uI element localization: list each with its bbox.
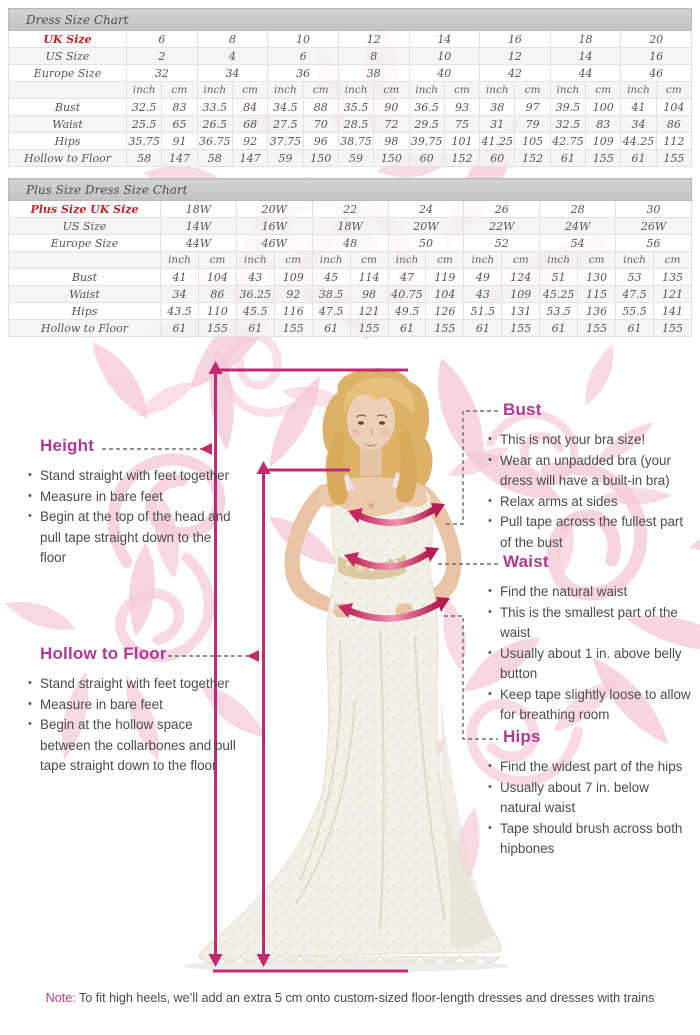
size-value: 24W: [540, 218, 616, 235]
measure-value: 43.5: [161, 303, 199, 320]
measure-value: 141: [653, 303, 691, 320]
section-bullets: [27, 674, 240, 777]
bullet-item: • Stand straight with feet together: [27, 674, 240, 695]
measure-value: 36.25: [236, 286, 274, 303]
unit-label: inch: [236, 252, 274, 269]
bullet-item: • Usually about 7 in. below natural waist: [487, 778, 691, 819]
row-label: Hollow to Floor: [9, 150, 127, 167]
measure-value: 121: [350, 303, 388, 320]
measure-value: 38.75: [340, 134, 372, 148]
measure-value: 39.75: [410, 134, 443, 148]
bullet-item: • Keep tape slightly loose to allow for breathing room: [487, 685, 691, 726]
measure-row: [9, 269, 692, 286]
measure-value: 155: [656, 150, 691, 167]
size-value: 16: [621, 48, 692, 65]
measure-value: 49.5: [388, 303, 426, 320]
measure-value: 34: [621, 116, 656, 133]
measure-value: 119: [426, 269, 464, 286]
measure-value: 92: [274, 286, 312, 303]
measure-value: 93: [444, 99, 479, 116]
measure-value: 135: [653, 269, 691, 286]
size-value: 8: [197, 31, 268, 48]
row-label: Hollow to Floor: [9, 320, 161, 337]
size-value: 46: [621, 65, 692, 82]
measure-value: 152: [515, 150, 550, 167]
measure-value: 53.5: [540, 303, 578, 320]
size-value: 14W: [161, 218, 237, 235]
size-value: 54: [540, 235, 616, 252]
bullet-item: • Stand straight with feet together: [27, 466, 236, 487]
measure-value: 43: [464, 286, 502, 303]
bullet-item: • Wear an unpadded bra (your dress will have a built-in bra): [487, 451, 691, 492]
measure-value: 97: [515, 99, 550, 116]
measure-value: 70: [303, 116, 338, 133]
bullet-item: • Begin at the hollow space between the collarbones and pull tape straight down to the floor: [27, 715, 240, 777]
bullet-item: • Relax arms at sides: [487, 492, 691, 513]
measure-value: 36.5: [409, 99, 444, 116]
chart-title: Plus Size Dress Size Chart: [9, 179, 692, 201]
unit-label: cm: [350, 252, 388, 269]
hollow-to-floor-section: [40, 644, 240, 777]
size-value: 16: [480, 31, 551, 48]
units-row: [9, 252, 692, 269]
size-value: 22: [312, 201, 388, 218]
size-value: 26: [464, 201, 540, 218]
measure-value: 61: [236, 320, 274, 337]
section-title: Hips: [503, 727, 541, 746]
measure-row: [9, 116, 692, 133]
row-label: Waist: [9, 286, 161, 303]
size-value: 42: [480, 65, 551, 82]
measure-value: 44.25: [622, 134, 655, 148]
measure-value: 88: [303, 99, 338, 116]
unit-label: cm: [502, 252, 540, 269]
measure-value: 60: [409, 150, 444, 167]
size-value: 20W: [388, 218, 464, 235]
measure-value: 45.5: [236, 303, 274, 320]
measure-value: 39.5: [550, 99, 585, 116]
measure-value: 27.5: [268, 116, 303, 133]
measure-value: 105: [515, 133, 550, 150]
measure-value: 150: [303, 150, 338, 167]
row-label: Plus Size UK Size: [9, 201, 161, 218]
size-value: 26W: [616, 218, 692, 235]
size-value: 6: [268, 48, 339, 65]
measure-value: 92: [232, 133, 267, 150]
section-title: Waist: [503, 552, 549, 571]
waist-measure-arrow: [356, 554, 427, 567]
measure-value: 61: [161, 320, 199, 337]
unit-label: inch: [197, 82, 232, 99]
measure-value: 29.5: [409, 116, 444, 133]
chart-title-row: [9, 9, 692, 31]
unit-label: cm: [515, 82, 550, 99]
size-value: 50: [388, 235, 464, 252]
measure-value: 32.5: [127, 99, 162, 116]
unit-label: cm: [162, 82, 197, 99]
section-bullets: [487, 582, 691, 726]
section-bullets: [487, 430, 691, 553]
unit-label: inch: [388, 252, 426, 269]
measure-value: 155: [586, 150, 621, 167]
measure-value: 109: [586, 133, 621, 150]
measure-row: [9, 150, 692, 167]
row-label: UK Size: [9, 31, 127, 48]
measure-value: 53: [616, 269, 654, 286]
bust-section: [500, 400, 699, 553]
unit-label: cm: [653, 252, 691, 269]
section-bullets: [487, 757, 691, 860]
measure-value: 121: [653, 286, 691, 303]
measure-value: 49: [464, 269, 502, 286]
size-value: 38: [338, 65, 409, 82]
measure-value: 155: [274, 320, 312, 337]
bullet-item: • Pull tape across the fullest part of the bust: [487, 512, 691, 553]
size-value: 2: [127, 48, 198, 65]
unit-label: cm: [303, 82, 338, 99]
measure-value: 61: [388, 320, 426, 337]
size-value: 44W: [161, 235, 237, 252]
size-value: 12: [338, 31, 409, 48]
measure-value: 61: [540, 320, 578, 337]
measure-value: 47.5: [616, 286, 654, 303]
unit-label: inch: [409, 82, 444, 99]
size-row: [9, 235, 692, 252]
size-value: 8: [338, 48, 409, 65]
measure-value: 86: [656, 116, 691, 133]
section-title: Height: [40, 436, 95, 455]
size-value: 22W: [464, 218, 540, 235]
measure-value: 61: [616, 320, 654, 337]
size-row: [9, 65, 692, 82]
row-label: US Size: [9, 218, 161, 235]
measure-value: 155: [198, 320, 236, 337]
unit-label: cm: [374, 82, 409, 99]
measure-value: 32.5: [550, 116, 585, 133]
row-label: Europe Size: [9, 65, 127, 82]
measure-value: 155: [502, 320, 540, 337]
unit-label: inch: [540, 252, 578, 269]
measure-value: 115: [578, 286, 616, 303]
row-label: Europe Size: [9, 235, 161, 252]
chart-title-row: [9, 179, 692, 201]
measure-value: 55.5: [616, 303, 654, 320]
hollow-to-floor-measure-line: [262, 470, 350, 962]
section-bullets: [27, 466, 236, 569]
measure-value: 72: [374, 116, 409, 133]
unit-label: inch: [480, 82, 515, 99]
measure-value: 43: [236, 269, 274, 286]
measure-row: [9, 303, 692, 320]
size-row: [9, 31, 692, 48]
unit-label: cm: [444, 82, 479, 99]
waist-section: [500, 552, 699, 726]
measure-value: 26.5: [197, 116, 232, 133]
measure-value: 104: [198, 269, 236, 286]
unit-label: cm: [274, 252, 312, 269]
hips-section: [500, 727, 699, 860]
size-value: 4: [197, 48, 268, 65]
measure-value: 61: [312, 320, 350, 337]
unit-label: cm: [656, 82, 691, 99]
unit-label: cm: [586, 82, 621, 99]
measure-value: 41: [621, 99, 656, 116]
row-label: Hips: [9, 303, 161, 320]
bullet-item: • This is the smallest part of the waist: [487, 603, 691, 644]
measure-value: 45.25: [540, 286, 578, 303]
height-section: [40, 436, 236, 569]
unit-label: inch: [338, 82, 373, 99]
unit-label: inch: [312, 252, 350, 269]
size-value: 36: [268, 65, 339, 82]
measure-row: [9, 320, 692, 337]
plus-size-chart-table: [8, 178, 692, 337]
size-value: 40: [409, 65, 480, 82]
bullet-item: • Find the widest part of the hips: [487, 757, 691, 778]
measure-value: 147: [162, 150, 197, 167]
row-label: Waist: [9, 116, 127, 133]
measure-value: 59: [338, 150, 373, 167]
measure-value: 41.25: [481, 134, 514, 148]
measure-value: 35.75: [128, 134, 160, 148]
size-value: 18W: [161, 201, 237, 218]
measure-value: 45: [312, 269, 350, 286]
size-value: 6: [127, 31, 198, 48]
height-measure-line: [213, 370, 408, 971]
bullet-item: • Begin at the top of the head and pull tape straight down to the floor: [27, 507, 236, 569]
measure-value: 25.5: [127, 116, 162, 133]
measure-value: 35.5: [338, 99, 373, 116]
measure-value: 98: [374, 133, 409, 150]
size-row: [9, 201, 692, 218]
bullet-item: • This is not your bra size!: [487, 430, 691, 451]
section-title: Bust: [503, 400, 542, 419]
measure-value: 34: [161, 286, 199, 303]
unit-label: cm: [198, 252, 236, 269]
measure-value: 58: [127, 150, 162, 167]
unit-label: cm: [426, 252, 464, 269]
measure-value: 112: [656, 133, 691, 150]
bullet-item: • Tape should brush across both hipbones: [487, 819, 691, 860]
measure-value: 155: [350, 320, 388, 337]
measure-value: 40.75: [388, 286, 426, 303]
measure-value: 33.5: [197, 99, 232, 116]
row-label: Bust: [9, 99, 127, 116]
measure-value: 83: [586, 116, 621, 133]
chart-title: Dress Size Chart: [9, 9, 692, 31]
row-label: [9, 252, 161, 269]
size-value: 10: [268, 31, 339, 48]
size-value: 30: [616, 201, 692, 218]
measure-value: 126: [426, 303, 464, 320]
size-value: 28: [540, 201, 616, 218]
measure-value: 83: [162, 99, 197, 116]
unit-label: inch: [550, 82, 585, 99]
size-row: [9, 48, 692, 65]
measure-value: 51.5: [464, 303, 502, 320]
size-value: 14: [409, 31, 480, 48]
bullet-item: • Measure in bare feet: [27, 695, 240, 716]
measure-value: 79: [515, 116, 550, 133]
unit-label: inch: [616, 252, 654, 269]
dress-size-chart-table: [8, 8, 692, 167]
measure-value: 155: [426, 320, 464, 337]
measure-row: [9, 99, 692, 116]
note-text: To fit high heels, we’ll add an extra 5 cm onto custom-sized floor-length dresses and dresses with trains: [75, 991, 655, 1005]
size-row: [9, 218, 692, 235]
measure-value: 31: [480, 116, 515, 133]
measure-value: 61: [550, 150, 585, 167]
size-value: 16W: [236, 218, 312, 235]
measure-value: 38.5: [312, 286, 350, 303]
measure-value: 152: [444, 150, 479, 167]
unit-label: inch: [127, 82, 162, 99]
measure-value: 124: [502, 269, 540, 286]
size-value: 48: [312, 235, 388, 252]
size-value: 18W: [312, 218, 388, 235]
size-value: 32: [127, 65, 198, 82]
measure-value: 47: [388, 269, 426, 286]
unit-label: inch: [464, 252, 502, 269]
size-value: 20W: [236, 201, 312, 218]
measure-value: 136: [578, 303, 616, 320]
unit-label: inch: [161, 252, 199, 269]
measure-value: 38: [480, 99, 515, 116]
bullet-item: • Find the natural waist: [487, 582, 691, 603]
measure-value: 58: [197, 150, 232, 167]
size-value: 52: [464, 235, 540, 252]
measure-value: 114: [350, 269, 388, 286]
size-value: 14: [550, 48, 621, 65]
measure-value: 101: [444, 133, 479, 150]
measure-value: 37.75: [269, 134, 302, 148]
measure-value: 68: [232, 116, 267, 133]
measure-value: 36.75: [199, 134, 231, 148]
measure-value: 59: [268, 150, 303, 167]
measure-value: 34.5: [268, 99, 303, 116]
measure-value: 75: [444, 116, 479, 133]
measure-value: 47.5: [312, 303, 350, 320]
hips-measure-arrow: [350, 604, 438, 619]
measure-value: 91: [162, 133, 197, 150]
unit-label: cm: [232, 82, 267, 99]
measure-value: 60: [480, 150, 515, 167]
size-value: 20: [621, 31, 692, 48]
measure-value: 147: [232, 150, 267, 167]
measure-row: [9, 133, 692, 150]
measure-value: 155: [653, 320, 691, 337]
measure-value: 109: [274, 269, 312, 286]
unit-label: inch: [621, 82, 656, 99]
measure-value: 61: [464, 320, 502, 337]
measure-value: 155: [578, 320, 616, 337]
measure-value: 109: [502, 286, 540, 303]
measure-value: 110: [198, 303, 236, 320]
measure-value: 130: [578, 269, 616, 286]
row-label: Hips: [9, 133, 127, 150]
unit-label: cm: [578, 252, 616, 269]
measure-value: 84: [232, 99, 267, 116]
footer-note: [0, 991, 700, 1005]
measure-value: 90: [374, 99, 409, 116]
measure-value: 51: [540, 269, 578, 286]
row-label: US Size: [9, 48, 127, 65]
note-label: Note:: [45, 991, 76, 1005]
bust-measure-arrow: [360, 510, 433, 523]
size-value: 10: [409, 48, 480, 65]
row-label: Bust: [9, 269, 161, 286]
size-value: 44: [550, 65, 621, 82]
measure-value: 104: [426, 286, 464, 303]
measure-value: 150: [374, 150, 409, 167]
measure-value: 98: [350, 286, 388, 303]
measure-value: 96: [303, 133, 338, 150]
measure-value: 65: [162, 116, 197, 133]
bullet-item: • Usually about 1 in. above belly button: [487, 644, 691, 685]
measure-row: [9, 286, 692, 303]
row-label: [9, 82, 127, 99]
size-value: 34: [197, 65, 268, 82]
bullet-item: • Measure in bare feet: [27, 487, 236, 508]
size-value: 56: [616, 235, 692, 252]
measure-value: 61: [621, 150, 656, 167]
measure-value: 104: [656, 99, 691, 116]
measure-value: 100: [586, 99, 621, 116]
measure-value: 28.5: [338, 116, 373, 133]
section-title: Hollow to Floor: [40, 644, 167, 663]
size-value: 18: [550, 31, 621, 48]
size-value: 12: [480, 48, 551, 65]
size-value: 46W: [236, 235, 312, 252]
unit-label: inch: [268, 82, 303, 99]
size-value: 24: [388, 201, 464, 218]
measure-value: 131: [502, 303, 540, 320]
measure-value: 41: [161, 269, 199, 286]
units-row: [9, 82, 692, 99]
measure-value: 86: [198, 286, 236, 303]
measure-value: 42.75: [552, 134, 584, 148]
measure-value: 116: [274, 303, 312, 320]
